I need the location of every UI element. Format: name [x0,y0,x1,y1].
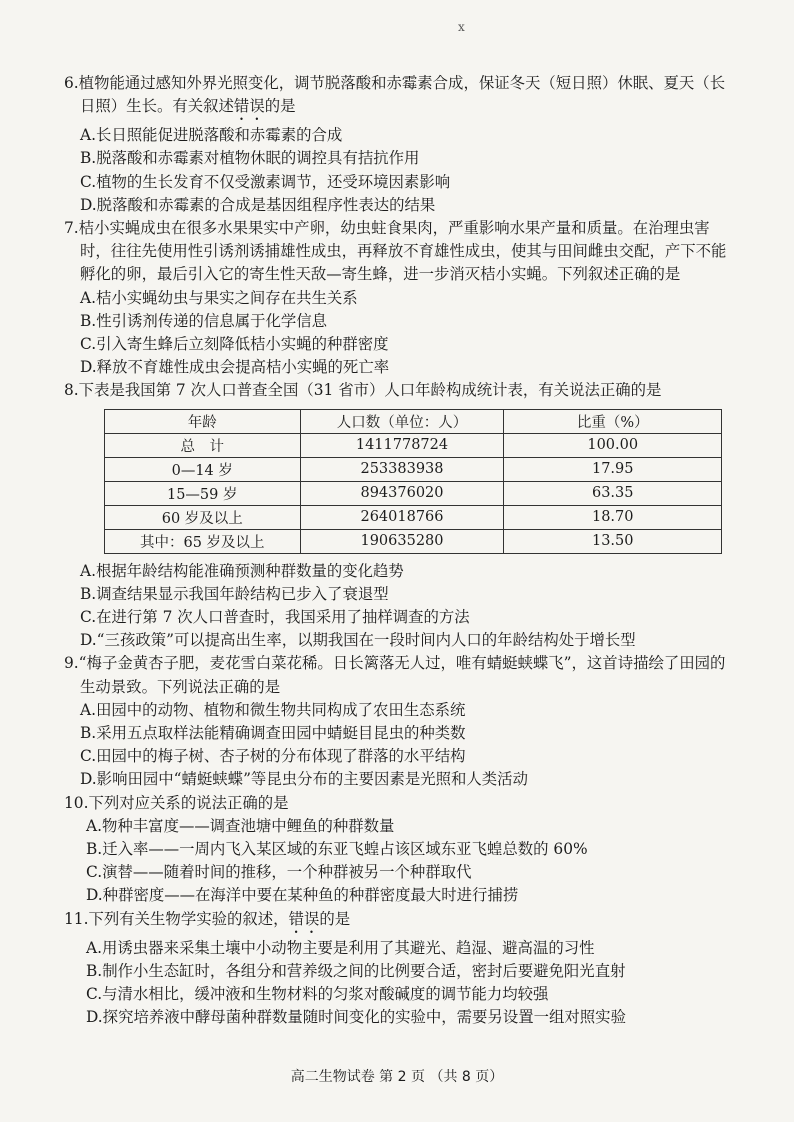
questions [64,72,764,1030]
question-6-stem-text: 日照）生长。有关叙述 [80,97,234,116]
question-7-stem-line-2: 时，往往先使用性引诱剂诱捕雄性成虫，再释放不育雄性成虫，使其与田间雌虫交配，产下不能 [80,242,727,261]
table-cell: 60 岁及以上 [105,505,301,529]
question-8-option-d: D.“三孩政策”可以提高出生率，以期我国在一段时间内人口的年龄结构处于增长型 [80,631,636,650]
question-11-option-a: A.用诱虫器来采集土壤中小动物主要是利用了其避光、趋湿、避高温的习性 [86,938,595,957]
table-cell: 15—59 岁 [105,481,301,505]
question-7-option-a: A.桔小实蝇幼虫与果实之间存在共生关系 [80,288,358,307]
question-10-stem: 10.下列对应关系的说法正确的是 [64,793,289,812]
table-cell: 13.50 [504,529,722,553]
table-cell: 18.70 [504,505,722,529]
question-9 [64,652,764,791]
table-cell: 其中：65 岁及以上 [105,529,301,553]
table-header-population: 人口数（单位：人） [300,409,504,433]
question-10 [64,792,764,908]
table-header-proportion: 比重（%） [504,409,722,433]
question-10-option-d: D.种群密度——在海洋中要在某种鱼的种群密度最大时进行捕捞 [86,886,519,905]
question-6-stem-line-1: 6.植物能通过感知外界光照变化，调节脱落酸和赤霉素合成，保证冬天（短日照）休眠、夏天（长 [64,74,726,92]
question-9-stem-line-2: 生动景致。下列说法正确的是 [80,677,281,696]
question-6-stem-line-2 [64,95,764,124]
table-cell: 0—14 岁 [105,457,301,481]
population-age-table [104,409,722,554]
question-7-stem-line-3: 孵化的卵，最后引入它的寄生性天敌—寄生蜂，进一步消灭桔小实蝇。下列叙述正确的是 [80,265,681,284]
table-cell: 1411778724 [300,433,504,457]
table-row [105,481,722,505]
table-row [105,433,722,457]
question-10-option-a: A.物种丰富度——调查池塘中鲤鱼的种群数量 [86,816,395,835]
table-cell: 17.95 [504,457,722,481]
question-8-option-a: A.根据年龄结构能准确预测种群数量的变化趋势 [80,561,404,580]
table-row [105,529,722,553]
question-9-option-b: B.采用五点取样法能精确调查田园中蜻蜓目昆虫的种类数 [80,724,466,743]
table-header-age: 年龄 [105,409,301,433]
question-11-option-c: C.与清水相比，缓冲液和生物材料的匀浆对酸碱度的调节能力均较强 [86,985,549,1004]
table-row [105,457,722,481]
question-7-stem-line-1: 7.桔小实蝇成虫在很多水果果实中产卵，幼虫蛀食果肉，严重影响水果产量和质量。在治理虫害 [64,219,710,238]
question-10-option-c: C.演替——随着时间的推移，一个种群被另一个种群取代 [86,863,472,882]
question-7 [64,217,764,379]
question-9-option-c: C.田园中的梅子树、杏子树的分布体现了群落的水平结构 [80,747,466,766]
table-cell: 264018766 [300,505,504,529]
question-6-option-b: B.脱落酸和赤霉素对植物休眠的调控具有拮抗作用 [80,149,420,168]
question-11-option-b: B.制作小生态缸时，各组分和营养级之间的比例要合适，密封后要避免阳光直射 [86,961,626,980]
question-9-stem-line-1: 9.“梅子金黄杏子肥，麦花雪白菜花稀。日长篱落无人过，唯有蜻蜓蛱蝶飞”，这首诗描绘了田园的 [64,654,726,673]
question-11-stem [64,908,764,937]
question-6-stem-tail: 的是 [264,97,296,116]
corner-mark: x [458,20,465,34]
question-6-option-a: A.长日照能促进脱落酸和赤霉素的合成 [80,126,343,145]
question-11-stem-tail: 的是 [319,909,351,928]
question-6-emphasis: 错误 [233,97,265,116]
question-6-option-d: D.脱落酸和赤霉素的合成是基因组程序性表达的结果 [80,195,436,214]
question-7-option-b: B.性引诱剂传递的信息属于化学信息 [80,311,328,330]
question-8-option-b: B.调查结果显示我国年龄结构已步入了衰退型 [80,584,389,603]
question-9-option-a: A.田园中的动物、植物和微生物共同构成了农田生态系统 [80,700,466,719]
question-11-emphasis: 错误 [288,909,320,928]
table-cell: 63.35 [504,481,722,505]
question-11-option-d: D.探究培养液中酵母菌种群数量随时间变化的实验中，需要另设置一组对照实验 [86,1008,626,1027]
table-cell: 253383938 [300,457,504,481]
table-cell: 总 计 [105,433,301,457]
question-8-stem: 8.下表是我国第 7 次人口普查全国（31 省市）人口年龄构成统计表，有关说法正确的是 [64,381,662,400]
table-cell: 894376020 [300,481,504,505]
table-header-row [105,409,722,433]
question-11-stem-text: 11.下列有关生物学实验的叙述， [64,909,289,928]
question-8-option-c: C.在进行第 7 次人口普查时，我国采用了抽样调查的方法 [80,608,470,627]
question-9-option-d: D.影响田园中“蜻蜓蛱蝶”等昆虫分布的主要因素是光照和人类活动 [80,770,528,789]
question-11 [64,908,764,1030]
question-7-option-c: C.引入寄生蜂后立刻降低桔小实蝇的种群密度 [80,335,389,354]
table-cell: 190635280 [300,529,504,553]
question-6-option-c: C.植物的生长发育不仅受激素调节，还受环境因素影响 [80,172,451,191]
question-7-option-d: D.释放不育雄性成虫会提高桔小实蝇的死亡率 [80,358,390,377]
question-10-option-b: B.迁入率——一周内飞入某区域的东亚飞蝗占该区域东亚飞蝗总数的 60% [86,840,588,859]
table-row [105,505,722,529]
table-cell: 100.00 [504,433,722,457]
question-6 [64,72,764,217]
page-footer: 高二生物试卷 第 2 页 （共 8 页） [290,1069,504,1085]
question-8 [64,379,764,652]
